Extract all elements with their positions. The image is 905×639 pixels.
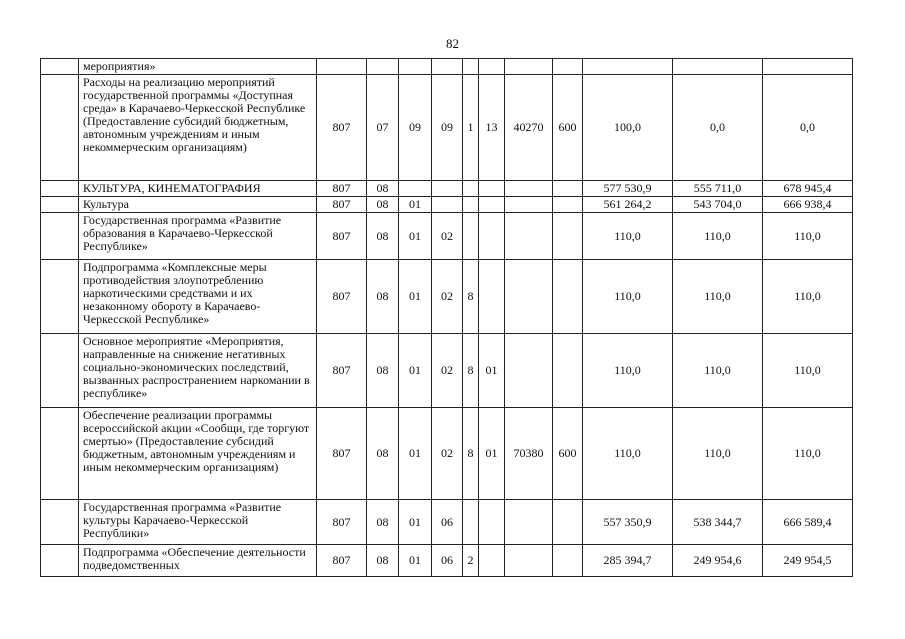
program-code: 02 xyxy=(432,334,463,408)
subprogram-code: 1 xyxy=(463,75,479,181)
amount-year-1: 110,0 xyxy=(583,334,673,408)
activity-code xyxy=(479,545,505,577)
row-name: Культура xyxy=(79,197,317,213)
subsection-code: 01 xyxy=(399,500,432,545)
expense-code: 40270 xyxy=(505,75,553,181)
table-row xyxy=(41,500,853,545)
amount-year-2 xyxy=(673,59,763,75)
expense-code xyxy=(505,59,553,75)
activity-code: 01 xyxy=(479,334,505,408)
expense-type-code: 600 xyxy=(553,75,583,181)
admin-code xyxy=(317,59,367,75)
amount-year-1: 110,0 xyxy=(583,408,673,500)
amount-year-1: 100,0 xyxy=(583,75,673,181)
admin-code: 807 xyxy=(317,213,367,260)
amount-year-3: 666 589,4 xyxy=(763,500,853,545)
subprogram-code xyxy=(463,59,479,75)
table-row xyxy=(41,260,853,334)
row-name: Государственная программа «Развитие культуры Карачаево-Черкесской Республики» xyxy=(79,500,317,545)
subsection-code: 01 xyxy=(399,334,432,408)
subsection-code xyxy=(399,59,432,75)
table-row xyxy=(41,59,853,75)
row-number-cell xyxy=(41,260,79,334)
table-row xyxy=(41,545,853,577)
section-code: 08 xyxy=(367,181,399,197)
activity-code xyxy=(479,260,505,334)
program-code xyxy=(432,197,463,213)
amount-year-2: 538 344,7 xyxy=(673,500,763,545)
subsection-code xyxy=(399,181,432,197)
amount-year-1: 110,0 xyxy=(583,213,673,260)
row-number-cell xyxy=(41,334,79,408)
expense-type-code xyxy=(553,334,583,408)
program-code: 06 xyxy=(432,545,463,577)
row-number-cell xyxy=(41,408,79,500)
amount-year-3: 110,0 xyxy=(763,334,853,408)
admin-code: 807 xyxy=(317,500,367,545)
row-name: Подпрограмма «Обеспечение деятельности подведомственных xyxy=(79,545,317,577)
row-name: Расходы на реализацию мероприятий государственной программы «Доступная среда» в Карачаево-Черкесской Республике (Предоставление субсидий бюджетным, автономным учреждениям и иным некоммерческим организациям) xyxy=(79,75,317,181)
amount-year-2: 110,0 xyxy=(673,260,763,334)
amount-year-1: 110,0 xyxy=(583,260,673,334)
expense-type-code xyxy=(553,197,583,213)
subsection-code: 09 xyxy=(399,75,432,181)
expense-type-code xyxy=(553,59,583,75)
row-name: КУЛЬТУРА, КИНЕМАТОГРАФИЯ xyxy=(79,181,317,197)
expense-code xyxy=(505,197,553,213)
admin-code: 807 xyxy=(317,408,367,500)
admin-code: 807 xyxy=(317,181,367,197)
table-row xyxy=(41,75,853,181)
expense-code xyxy=(505,181,553,197)
expense-code xyxy=(505,260,553,334)
subprogram-code xyxy=(463,500,479,545)
amount-year-3: 110,0 xyxy=(763,260,853,334)
table-row xyxy=(41,197,853,213)
expense-code xyxy=(505,500,553,545)
admin-code: 807 xyxy=(317,260,367,334)
table-row xyxy=(41,408,853,500)
row-number-cell xyxy=(41,75,79,181)
activity-code: 01 xyxy=(479,408,505,500)
amount-year-1: 557 350,9 xyxy=(583,500,673,545)
subsection-code: 01 xyxy=(399,408,432,500)
amount-year-2: 555 711,0 xyxy=(673,181,763,197)
program-code: 02 xyxy=(432,213,463,260)
subsection-code: 01 xyxy=(399,545,432,577)
program-code: 06 xyxy=(432,500,463,545)
program-code: 09 xyxy=(432,75,463,181)
activity-code xyxy=(479,500,505,545)
amount-year-3 xyxy=(763,59,853,75)
section-code: 08 xyxy=(367,408,399,500)
expense-code xyxy=(505,334,553,408)
expense-code xyxy=(505,213,553,260)
expense-type-code xyxy=(553,260,583,334)
subprogram-code xyxy=(463,213,479,260)
row-name: Подпрограмма «Комплексные меры противодействия злоупотреблению наркотическими средствами и их незаконному обороту в Карачаево-Черкесской Республике» xyxy=(79,260,317,334)
amount-year-2: 543 704,0 xyxy=(673,197,763,213)
activity-code xyxy=(479,213,505,260)
subprogram-code: 8 xyxy=(463,334,479,408)
amount-year-2: 110,0 xyxy=(673,213,763,260)
row-name: Основное мероприятие «Мероприятия, направленные на снижение негативных социально-экономических последствий, вызванных распространением наркомании в республике» xyxy=(79,334,317,408)
expense-code: 70380 xyxy=(505,408,553,500)
row-number-cell xyxy=(41,545,79,577)
row-name: Государственная программа «Развитие образования в Карачаево-Черкесской Республике» xyxy=(79,213,317,260)
amount-year-3: 678 945,4 xyxy=(763,181,853,197)
admin-code: 807 xyxy=(317,334,367,408)
amount-year-3: 110,0 xyxy=(763,213,853,260)
amount-year-1: 285 394,7 xyxy=(583,545,673,577)
section-code xyxy=(367,59,399,75)
admin-code: 807 xyxy=(317,75,367,181)
section-code: 08 xyxy=(367,260,399,334)
amount-year-1: 577 530,9 xyxy=(583,181,673,197)
row-number-cell xyxy=(41,181,79,197)
row-number-cell xyxy=(41,197,79,213)
activity-code xyxy=(479,181,505,197)
expense-code xyxy=(505,545,553,577)
amount-year-3: 0,0 xyxy=(763,75,853,181)
amount-year-2: 249 954,6 xyxy=(673,545,763,577)
row-number-cell xyxy=(41,59,79,75)
amount-year-3: 249 954,5 xyxy=(763,545,853,577)
activity-code xyxy=(479,59,505,75)
table-row xyxy=(41,334,853,408)
expense-type-code xyxy=(553,545,583,577)
subprogram-code xyxy=(463,197,479,213)
expense-type-code: 600 xyxy=(553,408,583,500)
amount-year-3: 110,0 xyxy=(763,408,853,500)
section-code: 08 xyxy=(367,334,399,408)
row-number-cell xyxy=(41,500,79,545)
table-row xyxy=(41,213,853,260)
program-code xyxy=(432,181,463,197)
amount-year-1 xyxy=(583,59,673,75)
amount-year-2: 0,0 xyxy=(673,75,763,181)
amount-year-2: 110,0 xyxy=(673,334,763,408)
section-code: 07 xyxy=(367,75,399,181)
subsection-code: 01 xyxy=(399,260,432,334)
program-code xyxy=(432,59,463,75)
expense-type-code xyxy=(553,500,583,545)
program-code: 02 xyxy=(432,408,463,500)
activity-code: 13 xyxy=(479,75,505,181)
admin-code: 807 xyxy=(317,197,367,213)
page-number: 82 xyxy=(446,36,459,51)
row-number-cell xyxy=(41,213,79,260)
subprogram-code: 2 xyxy=(463,545,479,577)
amount-year-2: 110,0 xyxy=(673,408,763,500)
expense-type-code xyxy=(553,181,583,197)
amount-year-3: 666 938,4 xyxy=(763,197,853,213)
subprogram-code xyxy=(463,181,479,197)
row-name: Обеспечение реализации программы всероссийской акции «Сообщи, где торгуют смертью» (Предоставление субсидий бюджетным, автономным учреждениям и иным некоммерческим организациям) xyxy=(79,408,317,500)
subsection-code: 01 xyxy=(399,213,432,260)
amount-year-1: 561 264,2 xyxy=(583,197,673,213)
section-code: 08 xyxy=(367,197,399,213)
section-code: 08 xyxy=(367,545,399,577)
subprogram-code: 8 xyxy=(463,408,479,500)
table-row xyxy=(41,181,853,197)
program-code: 02 xyxy=(432,260,463,334)
row-name: мероприятия» xyxy=(79,59,317,75)
activity-code xyxy=(479,197,505,213)
budget-table xyxy=(40,58,853,577)
admin-code: 807 xyxy=(317,545,367,577)
expense-type-code xyxy=(553,213,583,260)
section-code: 08 xyxy=(367,213,399,260)
section-code: 08 xyxy=(367,500,399,545)
subprogram-code: 8 xyxy=(463,260,479,334)
subsection-code: 01 xyxy=(399,197,432,213)
